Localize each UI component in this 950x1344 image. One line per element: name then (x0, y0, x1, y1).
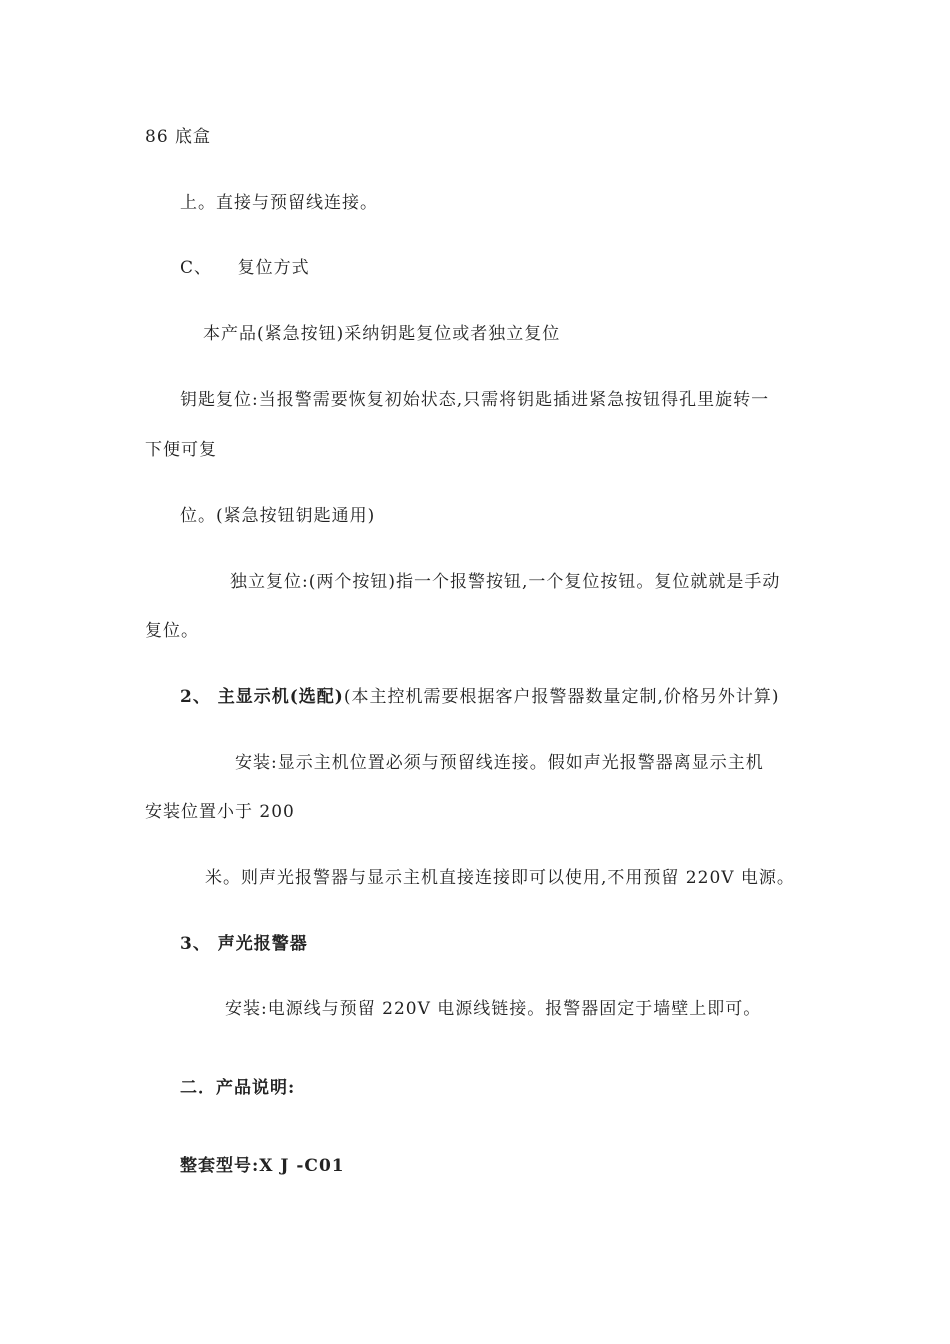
text-line-key-reset-cont: 下便可复 (145, 440, 217, 460)
model-number-line (180, 1155, 345, 1177)
text-line-display-install: 安装:显示主机位置必须与预留线连接。假如声光报警器离显示主机 (235, 753, 764, 773)
text-line-86-box: 86 底盒 (145, 127, 212, 147)
heading-main-display (180, 686, 780, 708)
text-line-connect: 上。直接与预留线连接。 (180, 193, 378, 213)
text-line-direct-connect: 米。则声光报警器与显示主机直接连接即可以使用,不用预留 220V 电源。 (205, 868, 795, 888)
heading-sound-light-alarm: 3、 声光报警器 (180, 934, 308, 954)
text-line-independent-reset: 独立复位:(两个按钮)指一个报警按钮,一个复位按钮。复位就就是手动 (230, 572, 781, 592)
text-line-independent-reset-cont: 复位。 (145, 621, 199, 641)
text-line-key-common: 位。(紧急按钮钥匙通用) (180, 506, 376, 526)
main-display-title: 2、 主显示机(选配) (180, 687, 344, 707)
heading-product-description: 二．产品说明: (180, 1078, 296, 1098)
main-display-note: (本主控机需要根据客户报警器数量定制,价格另外计算) (343, 687, 780, 707)
model-label: 整套型号: (180, 1156, 260, 1176)
text-line-product-reset: 本产品(紧急按钮)采纳钥匙复位或者独立复位 (203, 324, 561, 344)
text-line-alarm-install: 安装:电源线与预留 220V 电源线链接。报警器固定于墙壁上即可。 (225, 999, 762, 1019)
model-value: X J -C01 (259, 1156, 345, 1176)
text-line-key-reset: 钥匙复位:当报警需要恢复初始状态,只需将钥匙插进紧急按钮得孔里旋转一 (180, 390, 770, 410)
text-line-display-install-cont: 安装位置小于 200 (145, 802, 295, 822)
heading-reset-method: C、 复位方式 (180, 258, 310, 278)
